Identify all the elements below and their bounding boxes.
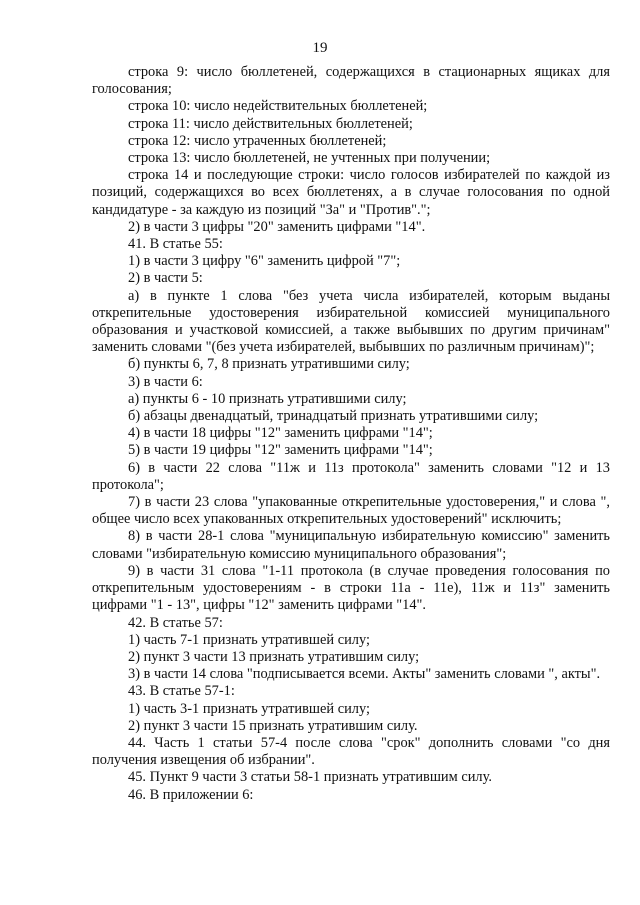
paragraph-item: 2) пункт 3 части 15 признать утратившим силу. [128, 717, 418, 734]
paragraph-item: б) пункты 6, 7, 8 признать утратившими силу; [128, 356, 410, 373]
paragraph-item: б) абзацы двенадцатый, тринадцатый признать утратившими силу; [128, 408, 539, 425]
paragraph-item: 3) в части 14 слова "подписывается всеми. Акты" заменить словами ", акты". [128, 666, 601, 683]
paragraph-line-13: строка 13: число бюллетеней, не учтенных при получении; [128, 150, 491, 167]
paragraph-item: 7) в части 23 слова "упакованные открепительные удостоверения," и слова ", общее число всех упакованных открепительных удостоверений" исключить; [92, 494, 610, 528]
paragraph-line-11: строка 11: число действительных бюллетеней; [128, 115, 413, 132]
paragraph-article-42: 42. В статье 57: [128, 614, 223, 631]
paragraph-line-12: строка 12: число утраченных бюллетеней; [128, 132, 387, 149]
paragraph-item: 3) в части 6: [128, 373, 203, 390]
paragraph-article-41: 41. В статье 55: [128, 236, 223, 253]
paragraph-line-9: строка 9: число бюллетеней, содержащихся в стационарных ящиках для голосования; [92, 64, 610, 98]
paragraph-item: а) в пункте 1 слова "без учета числа избирателей, которым выданы открепительные удостоверения избирательной комиссией муниципального образования и участковой комиссией, а также выбывших по другим причинам" заменить словами "(без учета избирателей, выбывших по различным причинам)"; [92, 287, 610, 356]
document-body [92, 64, 610, 804]
paragraph-item: 1) в части 3 цифру "6" заменить цифрой "7"; [128, 253, 401, 270]
paragraph-item: 5) в части 19 цифры "12" заменить цифрами "14"; [128, 442, 433, 459]
paragraph-article-45: 45. Пункт 9 части 3 статьи 58-1 признать утратившим силу. [128, 769, 492, 786]
paragraph-item: 1) часть 3-1 признать утратившей силу; [128, 700, 370, 717]
paragraph-item: 2) в части 5: [128, 270, 203, 287]
paragraph-article-44: 44. Часть 1 статьи 57-4 после слова "срок" дополнить словами "со дня получения извещения об избрании". [92, 734, 610, 769]
paragraph-line-14: строка 14 и последующие строки: число голосов избирателей по каждой из позиций, содержащихся во всех бюллетенях, а в случае голосования по одной кандидатуре - за каждую из позиций "За" и "Против"."; [92, 167, 610, 218]
paragraph-item: а) пункты 6 - 10 признать утратившими силу; [128, 390, 407, 407]
page-number: 19 [312, 40, 328, 56]
paragraph-item: 1) часть 7-1 признать утратившей силу; [128, 631, 370, 648]
paragraph-item: 8) в части 28-1 слова "муниципальную избирательную комиссию" заменить словами "избирательную комиссию муниципального образования"; [92, 528, 610, 562]
paragraph-item: 9) в части 31 слова "1-11 протокола (в случае проведения голосования по открепительным удостоверениям - в строки 11а - 11е), 11ж и 11з" заменить цифрами "1 - 13", цифры "12" заменить цифрами "14". [92, 562, 610, 614]
paragraph-item-2: 2) в части 3 цифры "20" заменить цифрами "14". [128, 218, 426, 235]
paragraph-line-10: строка 10: число недействительных бюллетеней; [128, 98, 428, 115]
paragraph-item: 2) пункт 3 части 13 признать утратившим силу; [128, 648, 420, 665]
paragraph-item: 6) в части 22 слова "11ж и 11з протокола" заменить словами "12 и 13 протокола"; [92, 459, 610, 493]
paragraph-article-46: 46. В приложении 6: [128, 786, 254, 803]
paragraph-item: 4) в части 18 цифры "12" заменить цифрами "14"; [128, 425, 433, 442]
paragraph-article-43: 43. В статье 57-1: [128, 683, 235, 700]
